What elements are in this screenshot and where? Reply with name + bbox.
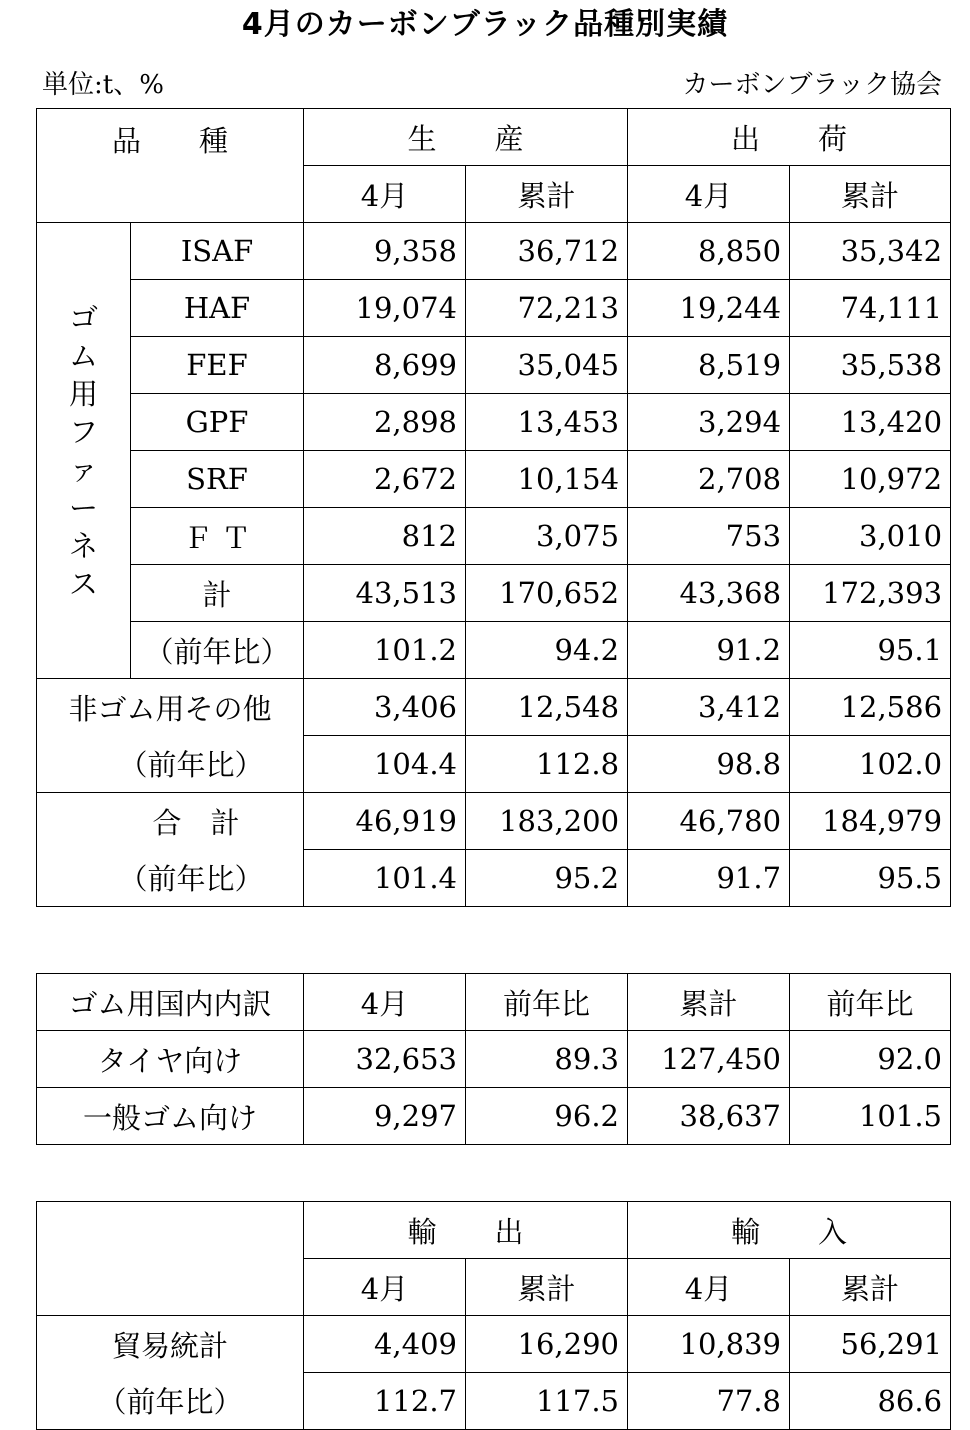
cell-prod-month: 9,358 — [304, 223, 466, 280]
row-name: Ｆ Ｔ — [131, 508, 304, 565]
cell-prod-cum: 12,548 — [466, 679, 628, 736]
cell-export-cum: 117.5 — [466, 1373, 628, 1430]
row-name: FEF — [131, 337, 304, 394]
cell-ship-cum: 172,393 — [790, 565, 951, 622]
cell-prod-month: 812 — [304, 508, 466, 565]
sub-export-month: 4月 — [304, 1259, 466, 1316]
cell-prod-month: 2,898 — [304, 394, 466, 451]
cell-cumulative-ratio: 101.5 — [790, 1088, 951, 1145]
cell-prod-cum: 13,453 — [466, 394, 628, 451]
cell-prod-cum: 183,200 — [466, 793, 628, 850]
cell-prod-month: 43,513 — [304, 565, 466, 622]
page-title: 4月のカーボンブラック品種別実績 — [241, 7, 729, 42]
cell-import-month: 77.8 — [628, 1373, 790, 1430]
cell-ship-month: 2,708 — [628, 451, 790, 508]
cell-ship-month: 753 — [628, 508, 790, 565]
row-name: ISAF — [131, 223, 304, 280]
cell-ship-cum: 35,538 — [790, 337, 951, 394]
cell-month-ratio: 96.2 — [466, 1088, 628, 1145]
trade-statistics-table — [36, 1201, 951, 1430]
sub-shipment-month: 4月 — [628, 166, 790, 223]
row-name: 貿易統計 — [37, 1316, 304, 1373]
domestic-breakdown-table — [36, 973, 951, 1145]
row-name: （前年比） — [131, 622, 304, 679]
cell-cumulative: 127,450 — [628, 1031, 790, 1088]
header-kind: 品 種 — [37, 109, 304, 223]
cell-ship-month: 46,780 — [628, 793, 790, 850]
cell-prod-cum: 72,213 — [466, 280, 628, 337]
header-month-ratio: 前年比 — [466, 974, 628, 1031]
cell-ship-cum: 184,979 — [790, 793, 951, 850]
cell-prod-month: 46,919 — [304, 793, 466, 850]
cell-ship-month: 91.7 — [628, 850, 790, 907]
cell-export-cum: 16,290 — [466, 1316, 628, 1373]
cell-month: 9,297 — [304, 1088, 466, 1145]
rubber-furnace-category — [37, 223, 131, 679]
cell-ship-cum: 12,586 — [790, 679, 951, 736]
cell-ship-month: 91.2 — [628, 622, 790, 679]
cell-cumulative: 38,637 — [628, 1088, 790, 1145]
cell-month-ratio: 89.3 — [466, 1031, 628, 1088]
cell-import-month: 10,839 — [628, 1316, 790, 1373]
cell-prod-cum: 36,712 — [466, 223, 628, 280]
cell-prod-cum: 170,652 — [466, 565, 628, 622]
header-month: 4月 — [304, 974, 466, 1031]
cell-prod-month: 101.2 — [304, 622, 466, 679]
cell-cumulative-ratio: 92.0 — [790, 1031, 951, 1088]
sub-import-cumulative: 累計 — [790, 1259, 951, 1316]
row-name-nonrubber-ratio: （前年比） — [37, 736, 304, 793]
row-name: HAF — [131, 280, 304, 337]
sub-production-cumulative: 累計 — [466, 166, 628, 223]
header-cumulative-ratio: 前年比 — [790, 974, 951, 1031]
cell-ship-cum: 95.1 — [790, 622, 951, 679]
cell-ship-cum: 3,010 — [790, 508, 951, 565]
cell-ship-month: 3,412 — [628, 679, 790, 736]
cell-ship-month: 98.8 — [628, 736, 790, 793]
cell-prod-cum: 94.2 — [466, 622, 628, 679]
cell-prod-month: 3,406 — [304, 679, 466, 736]
row-name-total: 合 計 — [37, 793, 304, 850]
cell-export-month: 112.7 — [304, 1373, 466, 1430]
row-name: 一般ゴム向け — [37, 1088, 304, 1145]
row-name-nonrubber: 非ゴム用その他 — [37, 679, 304, 736]
cell-ship-month: 8,850 — [628, 223, 790, 280]
cell-ship-cum: 13,420 — [790, 394, 951, 451]
cell-prod-month: 8,699 — [304, 337, 466, 394]
cell-ship-month: 8,519 — [628, 337, 790, 394]
header-shipment: 出 荷 — [628, 109, 951, 166]
cell-import-cum: 86.6 — [790, 1373, 951, 1430]
row-name: （前年比） — [37, 1373, 304, 1430]
row-name: SRF — [131, 451, 304, 508]
cell-prod-cum: 95.2 — [466, 850, 628, 907]
production-shipment-table — [36, 108, 951, 907]
header-domestic: ゴム用国内内訳 — [37, 974, 304, 1031]
sub-shipment-cumulative: 累計 — [790, 166, 951, 223]
row-name-total-ratio: （前年比） — [37, 850, 304, 907]
cell-ship-cum: 35,342 — [790, 223, 951, 280]
cell-prod-cum: 35,045 — [466, 337, 628, 394]
cell-prod-month: 19,074 — [304, 280, 466, 337]
header-production: 生 産 — [304, 109, 628, 166]
cell-ship-month: 19,244 — [628, 280, 790, 337]
cell-ship-cum: 10,972 — [790, 451, 951, 508]
sub-import-month: 4月 — [628, 1259, 790, 1316]
cell-ship-month: 43,368 — [628, 565, 790, 622]
cell-prod-month: 104.4 — [304, 736, 466, 793]
rubber-furnace-label: ゴム用ファーネス — [68, 300, 98, 601]
row-name: 計 — [131, 565, 304, 622]
cell-prod-cum: 10,154 — [466, 451, 628, 508]
header-export: 輸 出 — [304, 1202, 628, 1259]
cell-ship-month: 3,294 — [628, 394, 790, 451]
cell-prod-cum: 3,075 — [466, 508, 628, 565]
header-empty — [37, 1202, 304, 1316]
cell-prod-month: 101.4 — [304, 850, 466, 907]
cell-ship-cum: 102.0 — [790, 736, 951, 793]
cell-export-month: 4,409 — [304, 1316, 466, 1373]
header-cumulative: 累計 — [628, 974, 790, 1031]
cell-month: 32,653 — [304, 1031, 466, 1088]
unit-label: 単位:t、% — [42, 70, 164, 100]
sub-export-cumulative: 累計 — [466, 1259, 628, 1316]
cell-ship-cum: 74,111 — [790, 280, 951, 337]
sub-production-month: 4月 — [304, 166, 466, 223]
row-name: タイヤ向け — [37, 1031, 304, 1088]
cell-ship-cum: 95.5 — [790, 850, 951, 907]
source-label: カーボンブラック協会 — [682, 70, 942, 100]
header-import: 輸 入 — [628, 1202, 951, 1259]
cell-import-cum: 56,291 — [790, 1316, 951, 1373]
cell-prod-month: 2,672 — [304, 451, 466, 508]
cell-prod-cum: 112.8 — [466, 736, 628, 793]
row-name: GPF — [131, 394, 304, 451]
